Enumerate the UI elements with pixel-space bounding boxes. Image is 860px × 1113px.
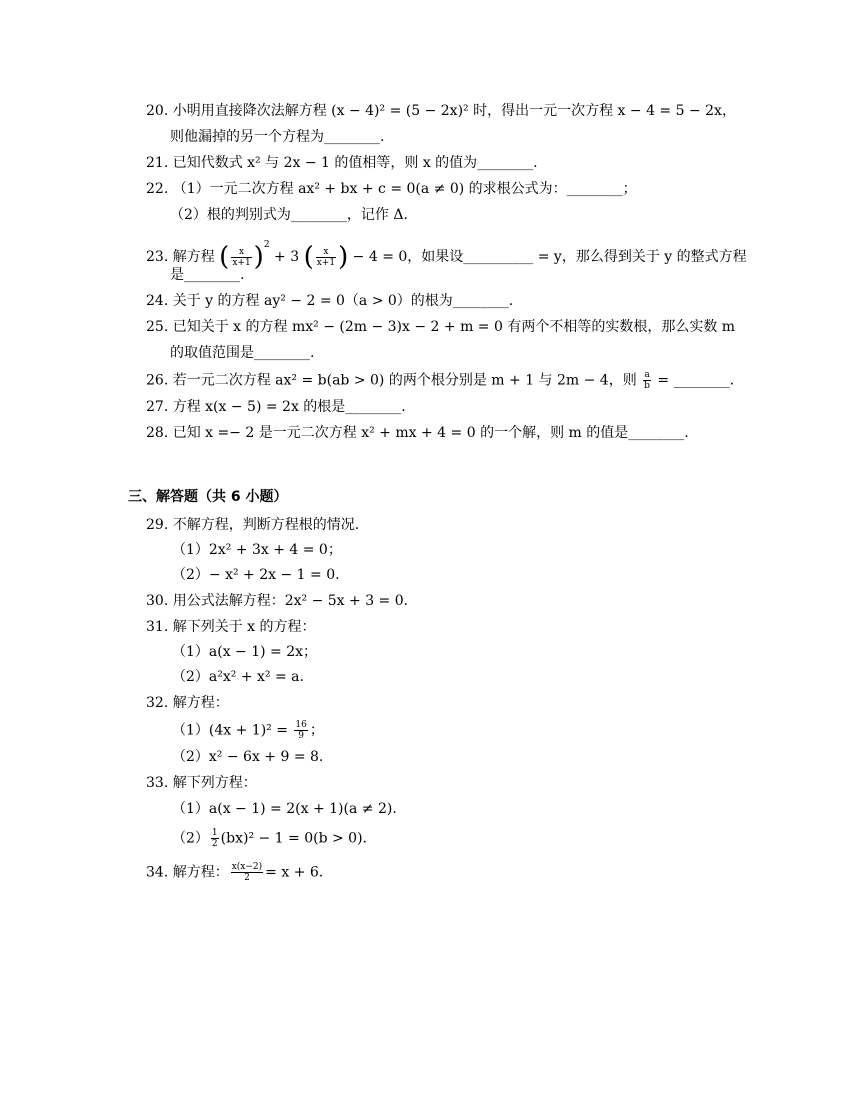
q23-suffix: − 4 = 0，如果设__________ = y，那么得到关于 y 的整式方程: [352, 249, 747, 265]
q33-2-fraction: [211, 828, 219, 849]
section-3-title: 三、解答题（共 6 小题）: [128, 489, 288, 505]
question-31: 31. 解下列关于 x 的方程：: [146, 619, 316, 635]
q23-prefix: 23. 解方程: [146, 249, 215, 265]
q23-right-paren-2: ): [338, 242, 349, 272]
question-24: 24. 关于 y 的方程 ay² − 2 = 0（a > 0）的根为________.: [146, 293, 514, 309]
question-22-line-1: 22. （1）一元二次方程 ax² + bx + c = 0(a ≠ 0) 的求根公式为：________；: [146, 181, 637, 197]
question-22-line-2: （2）根的判别式为________，记作 Δ.: [170, 207, 408, 223]
q26-suffix: = ________.: [657, 372, 735, 389]
q23-fraction-2: [316, 247, 336, 268]
q26-frac-den: b: [644, 381, 650, 391]
question-29-part-1: （1）2x² + 3x + 4 = 0；: [172, 542, 342, 558]
q23-frac-1-den: x+1: [232, 257, 251, 268]
question-33: 33. 解下列方程：: [146, 775, 257, 791]
q26-frac-num: a: [644, 370, 650, 380]
question-25-line-1: 25. 已知关于 x 的方程 mx² − (2m − 3)x − 2 + m = 0 有两个不相等的实数根，那么实数 m: [146, 319, 736, 335]
question-33-part-2: [172, 828, 367, 849]
question-31-part-1: （1）a(x − 1) = 2x；: [172, 644, 318, 660]
q23-frac-1-num: x: [231, 247, 251, 258]
q23-fraction-1: [231, 247, 251, 268]
q23-middle: + 3: [274, 249, 300, 265]
q23-exponent: 2: [263, 240, 270, 250]
question-31-part-2: （2）a²x² + x² = a.: [172, 669, 304, 685]
q26-fraction: [643, 370, 651, 391]
question-26: [146, 370, 734, 391]
question-30: 30. 用公式法解方程：2x² − 5x + 3 = 0.: [146, 593, 409, 609]
q23-frac-2-den: x+1: [316, 257, 336, 268]
question-33-part-1: （1）a(x − 1) = 2(x + 1)(a ≠ 2).: [172, 801, 397, 817]
question-23-line-1: [146, 236, 747, 272]
question-21: 21. 已知代数式 x² 与 2x − 1 的值相等，则 x 的值为________.: [146, 155, 538, 171]
question-34: [146, 862, 323, 883]
question-25-line-2: 的取值范围是________.: [170, 345, 315, 361]
q32-1-fraction: [294, 720, 307, 741]
q34-frac-num: x(x−2): [231, 862, 263, 872]
q32-1-frac-num: 16: [295, 720, 307, 730]
question-20-line-2: 则他漏掉的另一个方程为________.: [170, 129, 385, 145]
question-32: 32. 解方程：: [146, 695, 229, 711]
question-29: 29. 不解方程，判断方程根的情况.: [146, 517, 360, 533]
q34-suffix: = x + 6.: [265, 864, 324, 881]
question-20-line-1: 20. 小明用直接降次法解方程 (x − 4)² = (5 − 2x)² 时，得出一元一次方程 x − 4 = 5 − 2x，: [146, 103, 736, 119]
question-29-part-2: （2）− x² + 2x − 1 = 0.: [172, 567, 340, 583]
q32-1-suffix: ；: [309, 722, 324, 739]
q32-1-prefix: （1）(4x + 1)² =: [172, 722, 288, 739]
q33-2-frac-num: 1: [211, 828, 218, 838]
question-32-part-1: [172, 720, 324, 741]
q23-right-paren: ): [253, 242, 264, 272]
question-23-line-2: 是________.: [170, 267, 245, 283]
q34-frac-den: 2: [244, 873, 250, 883]
question-28: 28. 已知 x =− 2 是一元二次方程 x² + mx + 4 = 0 的一个解，则 m 的值是________.: [146, 425, 689, 441]
q23-frac-2-num: x: [316, 247, 336, 258]
q23-left-paren-2: (: [303, 242, 314, 272]
q26-prefix: 26. 若一元二次方程 ax² = b(ab > 0) 的两个根分别是 m + 1 与 2m − 4，则: [146, 372, 637, 389]
q32-1-frac-den: 9: [298, 731, 305, 741]
question-32-part-2: （2）x² − 6x + 9 = 8.: [172, 749, 324, 765]
q33-2-suffix: (bx)² − 1 = 0(b > 0).: [220, 830, 367, 847]
q34-prefix: 34. 解方程：: [146, 864, 229, 881]
question-27: 27. 方程 x(x − 5) = 2x 的根是________.: [146, 399, 406, 415]
q33-2-prefix: （2）: [172, 830, 209, 847]
q23-left-paren: (: [219, 242, 230, 272]
q33-2-frac-den: 2: [211, 839, 218, 849]
q34-fraction: [231, 862, 263, 883]
